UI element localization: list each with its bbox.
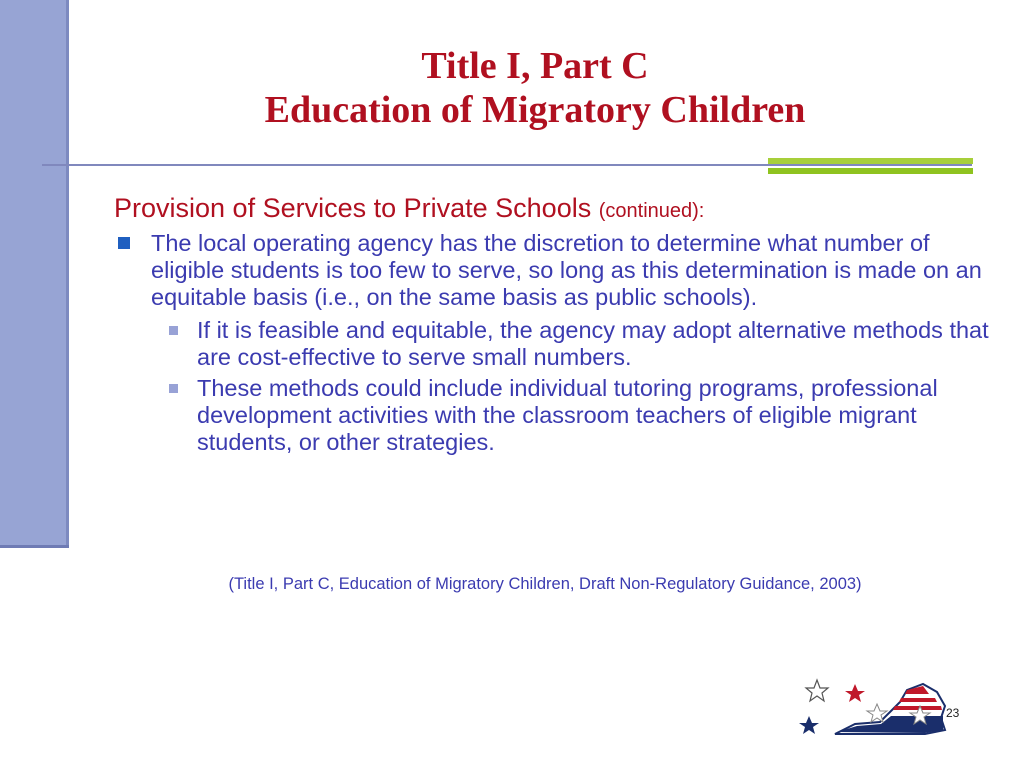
section-heading [114, 193, 914, 226]
citation: (Title I, Part C, Education of Migratory Children, Draft Non-Regulatory Guidance, 2003) [228, 575, 862, 593]
left-decorative-bar [0, 0, 69, 545]
bullet-text: The local operating agency has the discretion to determine what number of eligible students is too few to serve, so long as this determination is made on an equitable basis (i.e., on the same basis as public schools). [151, 230, 982, 310]
left-bar-underline [0, 545, 69, 548]
sub-bullet-text: These methods could include individual tutoring programs, professional development activities with the classroom teachers of eligible migrant students, or other strategies. [197, 375, 938, 455]
slide-title [140, 44, 930, 132]
page-number: 23 [946, 706, 960, 720]
virginia-stars-logo [795, 672, 955, 744]
square-bullet-icon [169, 326, 178, 335]
sub-bullet-text: If it is feasible and equitable, the agency may adopt alternative methods that are cost-effective to serve small numbers. [197, 317, 989, 370]
sub-bullet-item [114, 375, 994, 456]
section-heading-main: Provision of Services to Private Schools [114, 193, 592, 223]
green-accent-rule [768, 158, 973, 178]
slide-content [114, 230, 994, 456]
section-heading-note: (continued): [598, 200, 705, 222]
title-line-1: Title I, Part C [421, 45, 649, 87]
title-line-2: Education of Migratory Children [264, 89, 806, 131]
square-bullet-icon [169, 384, 178, 393]
square-bullet-icon [118, 237, 130, 249]
bullet-item [114, 230, 994, 311]
sub-bullet-item [114, 317, 994, 371]
